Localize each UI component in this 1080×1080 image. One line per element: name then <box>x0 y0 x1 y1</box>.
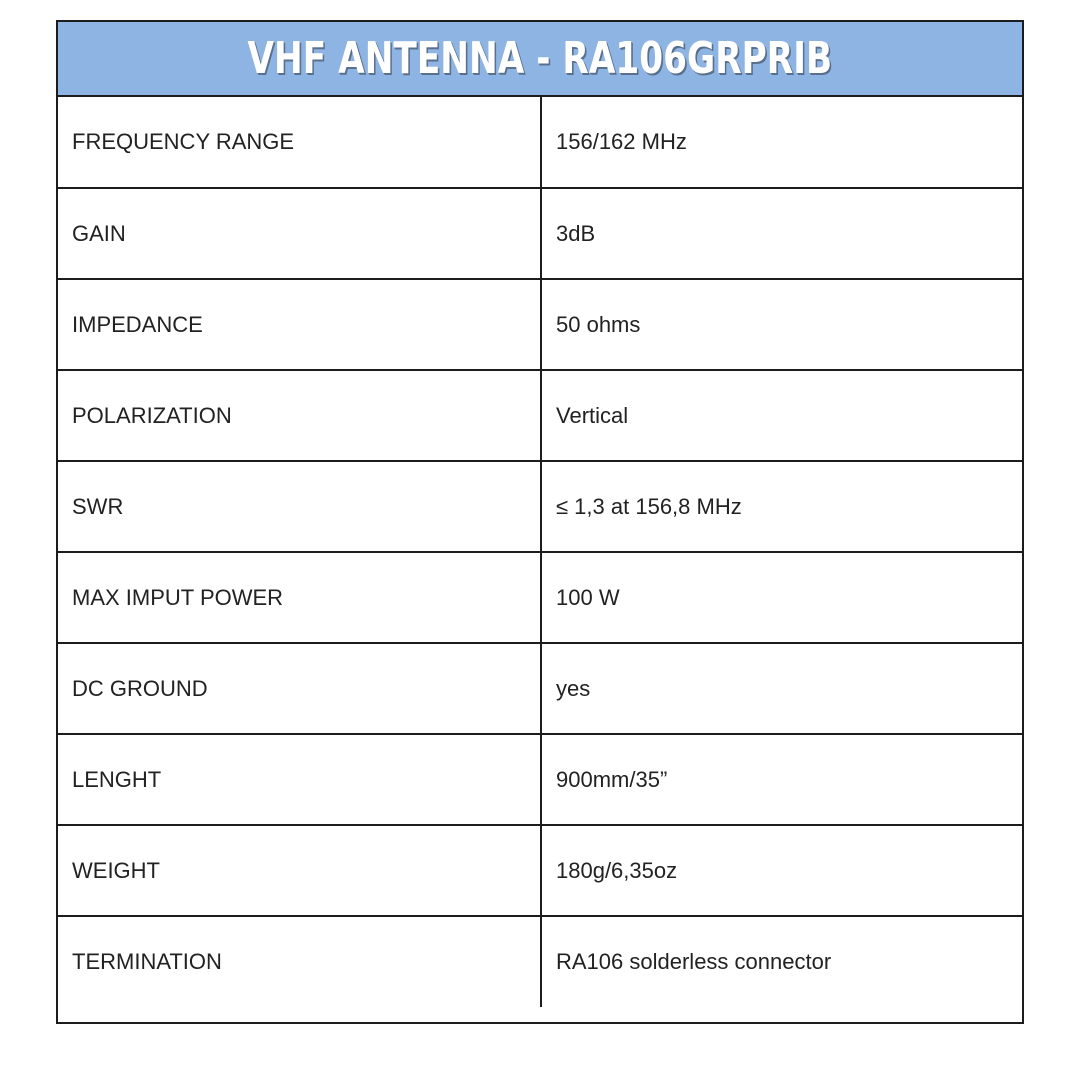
spec-label: IMPEDANCE <box>58 279 541 370</box>
table-row-frequency-range <box>58 97 1022 188</box>
table-row-polarization <box>58 370 1022 461</box>
spec-value: 3dB <box>541 188 1022 279</box>
spec-value: 156/162 MHz <box>541 97 1022 188</box>
table-row-weight <box>58 825 1022 916</box>
spec-label: MAX IMPUT POWER <box>58 552 541 643</box>
table-row-gain <box>58 188 1022 279</box>
spec-value: RA106 solderless connector <box>556 949 832 974</box>
spec-label: TERMINATION <box>58 916 541 1007</box>
spec-table <box>58 97 1022 1007</box>
table-row-dc-ground <box>58 643 1022 734</box>
spec-label: SWR <box>58 461 541 552</box>
spec-label: POLARIZATION <box>58 370 541 461</box>
page-title: VHF ANTENNA - RA106GRPRIB <box>247 33 833 84</box>
spec-label: DC GROUND <box>58 643 541 734</box>
spec-label: WEIGHT <box>58 825 541 916</box>
table-row-impedance <box>58 279 1022 370</box>
table-row-length <box>58 734 1022 825</box>
table-row-max-input-power <box>58 552 1022 643</box>
spec-value: 50 ohms <box>541 279 1022 370</box>
spec-label: LENGHT <box>58 734 541 825</box>
title-bar <box>58 22 1022 97</box>
spec-value: 900mm/35” <box>541 734 1022 825</box>
spec-value: yes <box>541 643 1022 734</box>
spec-label: GAIN <box>58 188 541 279</box>
spec-label: FREQUENCY RANGE <box>58 97 541 188</box>
spec-value: 180g/6,35oz <box>541 825 1022 916</box>
spec-value: Vertical <box>541 370 1022 461</box>
table-row-termination <box>58 916 1022 1007</box>
spec-sheet <box>56 20 1024 1024</box>
spec-value: ≤ 1,3 at 156,8 MHz <box>541 461 1022 552</box>
table-row-swr <box>58 461 1022 552</box>
spec-value: 100 W <box>541 552 1022 643</box>
